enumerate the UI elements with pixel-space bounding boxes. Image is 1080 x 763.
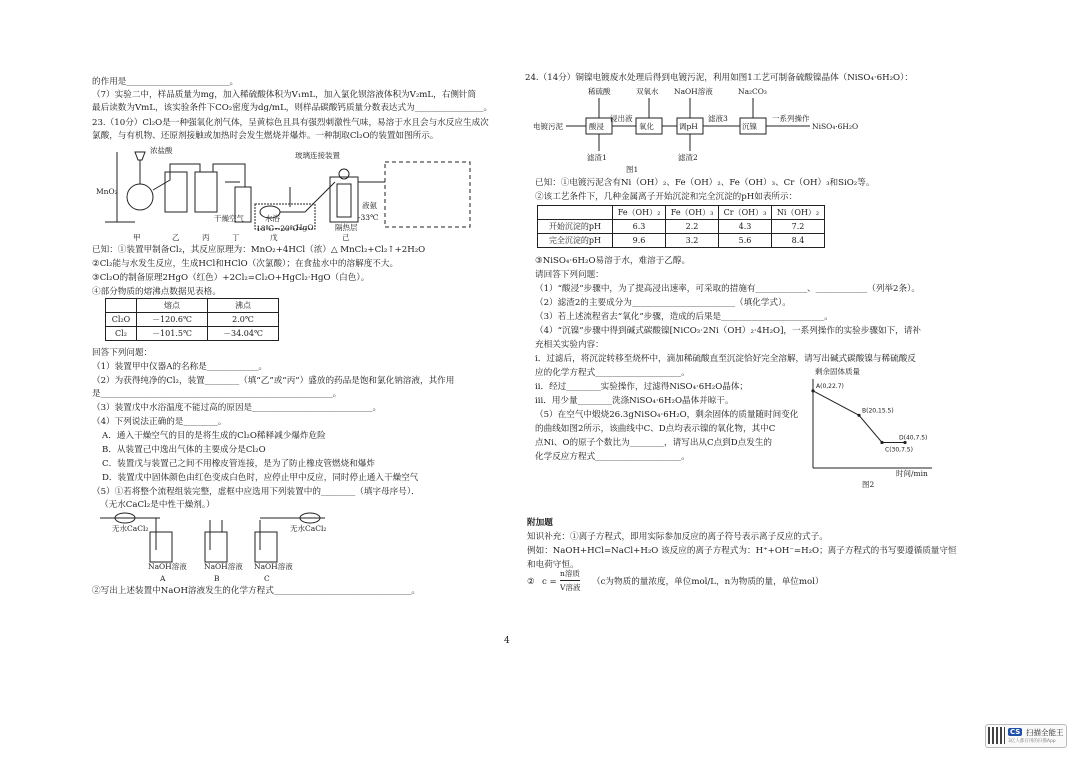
fig2-xlabel: 时间/min xyxy=(896,469,928,478)
table-row xyxy=(106,313,279,327)
fig2-point xyxy=(857,414,860,417)
flow-start: 电镀污泥 xyxy=(533,122,563,131)
flow-end: NiSO₄·6H₂O xyxy=(812,122,859,131)
option-a: A．通入干燥空气的目的是将生成的Cl₂O稀释减少爆炸危险 xyxy=(102,431,326,441)
table-cell: Ni（OH）₂ xyxy=(772,206,825,220)
qr-code-icon xyxy=(988,727,1005,744)
fig2-point-label: B(20,15.5) xyxy=(862,407,894,415)
question-note: （无水CaCl₂是中性干燥剂。） xyxy=(100,500,215,510)
table-cell: Cr（OH）₃ xyxy=(719,206,772,220)
question-part: （4）下列说法正确的是________。 xyxy=(92,417,227,427)
table-cell: －101.5℃ xyxy=(137,327,208,341)
label-a: A xyxy=(160,574,166,583)
table-cell: 5.6 xyxy=(719,234,772,248)
label-naoh-c: NaOH溶液 xyxy=(254,562,293,571)
table-cell: 2.0℃ xyxy=(208,313,279,327)
badge-title: 扫描全能王 xyxy=(1026,728,1064,737)
question-24-title: 24.（14分）铜镍电镀废水处理后得到电镀污泥，利用如图1工艺可制备硫酸镍晶体（NiSO₄·6H₂O）： xyxy=(525,73,913,83)
flow-box: 调pH xyxy=(679,122,698,131)
melting-point-table xyxy=(105,298,279,341)
question-part: 点Ni、O的原子个数比为________，请写出从C点到D点发生的 xyxy=(535,438,773,448)
fig2-point xyxy=(811,389,814,392)
known-4: ④部分物质的熔沸点数据见表格。 xyxy=(92,287,221,297)
table-cell: 7.2 xyxy=(772,220,825,234)
table-cell: Fe（OH）₃ xyxy=(666,206,719,220)
question-23-title: 23.（10分）Cl₂O是一种强氧化剂气体，呈黄棕色且具有强烈刺激性气味，易溶于水且会与水反应生成次 xyxy=(92,118,489,128)
figure-caption: 图1 xyxy=(626,165,639,174)
text-line: 最后读数为VmL，该实验条件下CO₂密度为dg/mL，则样品碳酸钙质量分数表达式为________________。 xyxy=(92,103,493,113)
figure-caption: 图2 xyxy=(862,480,875,489)
formula-numerator: n溶质 xyxy=(560,568,580,581)
label-bing: 丙 xyxy=(202,233,210,242)
label-yi: 乙 xyxy=(172,233,180,242)
question-part: （3）若上述流程省去“氧化”步骤，造成的后果是________________________。 xyxy=(535,312,833,322)
page-number: 4 xyxy=(504,636,510,646)
table-cell xyxy=(538,206,613,220)
formula-denominator: V溶液 xyxy=(560,583,581,592)
flow-reagent: 稀硫酸 xyxy=(588,87,611,96)
question-part: 应的化学方程式____________________。 xyxy=(535,368,690,378)
question-part: （3）装置戊中水浴温度不能过高的原因是____________________________。 xyxy=(92,403,382,413)
label-isolate: 隔热层 xyxy=(335,223,358,232)
table-cell: －34.04℃ xyxy=(208,327,279,341)
scanner-badge xyxy=(985,724,1067,748)
question-part: （4）“沉镍”步骤中得到碱式碳酸镍[NiCO₃·2Ni（OH）₂·4H₂O]，一系列操作的实验步骤如下，请补 xyxy=(535,326,921,336)
cs-logo: CS xyxy=(1010,728,1021,736)
table-cell: 6.3 xyxy=(613,220,666,234)
table-row xyxy=(538,220,825,234)
fig2-point-label: D(40,7.5) xyxy=(899,434,928,442)
label-naoh-b: NaOH溶液 xyxy=(204,562,243,571)
label-jia: 甲 xyxy=(133,233,141,242)
label-ding: 丁 xyxy=(232,233,240,242)
label-water-bath: 水浴 xyxy=(265,214,280,223)
label-b: B xyxy=(214,574,220,583)
table-cell: 3.2 xyxy=(666,234,719,248)
table-cell: 开始沉淀的pH xyxy=(538,220,613,234)
extra-line: 和电荷守恒。 xyxy=(527,560,579,570)
label-liquid-ammonia: 液氨 xyxy=(362,201,377,210)
text-line: 氯酸，与有机物、还原剂接触或加热时会发生燃烧并爆炸。一种制取Cl₂O的装置如图所示。 xyxy=(92,131,439,141)
flow-reagent: 双氧水 xyxy=(636,87,659,96)
label-cold: -33℃ xyxy=(358,213,379,222)
known-3: ③Cl₂O的制备原理2HgO（红色）+2Cl₂=Cl₂O+HgCl₂·HgO（白色）。 xyxy=(92,273,370,283)
table-cell: Fe（OH）₂ xyxy=(613,206,666,220)
flow-box: 沉镍 xyxy=(742,122,757,131)
text-line: （7）实验二中，样品质量为mg，加入稀硫酸体积为V₁mL，加入氯化钡溶液体积为V₂mL，右侧针筒 xyxy=(92,90,477,100)
flow-residue: 滤渣2 xyxy=(678,153,698,162)
label-naoh-a: NaOH溶液 xyxy=(148,562,187,571)
flow-box: 酸浸 xyxy=(589,122,604,131)
table-row xyxy=(106,327,279,341)
fig2-point-label: C(30,7.5) xyxy=(885,446,913,454)
table-cell: 完全沉淀的pH xyxy=(538,234,613,248)
label-cacl2-a: 无水CaCl₂ xyxy=(112,524,149,533)
question-part: ②写出上述装置中NaOH溶液发生的化学方程式________________________________。 xyxy=(92,586,420,596)
label-hgo: HgO xyxy=(296,223,314,232)
flow-box: 氧化 xyxy=(639,122,654,131)
extra-line: 知识补充：①离子方程式，即用实际参加反应的离子符号表示离子反应的式子。 xyxy=(527,532,828,542)
option-c: C．装置戊与装置己之间不用橡皮管连接，是为了防止橡皮管燃烧和爆炸 xyxy=(102,459,375,469)
known-3: ③NiSO₄·6H₂O易溶于水，难溶于乙醇。 xyxy=(535,256,691,266)
question-part: （1）“酸浸”步骤中，为了提高浸出速率，可采取的措施有____________、____________（列举2条）。 xyxy=(535,284,920,294)
table-cell: 2.2 xyxy=(666,220,719,234)
table-row xyxy=(538,206,825,220)
known-2: ②Cl₂能与水发生反应，生成HCl和HClO（次氯酸）；在食盐水中的溶解度不大。 xyxy=(92,259,399,269)
label-mno2: MnO₂ xyxy=(96,187,118,196)
answer-heading: 请回答下列问题： xyxy=(535,270,604,280)
label-ji: 己 xyxy=(342,233,350,242)
question-part: 是______________________________________________________。 xyxy=(92,389,342,399)
known-2: ②该工艺条件下，几种金属离子开始沉淀和完全沉淀的pH如表所示： xyxy=(535,192,798,202)
answer-heading: 回答下列问题： xyxy=(92,348,153,358)
fig2-ylabel: 剩余固体质量 xyxy=(815,367,860,376)
question-part: （2）滤渣2的主要成分为________________________（填化学式）。 xyxy=(535,298,791,308)
label-conc-hcl: 浓盐酸 xyxy=(150,146,173,155)
table-row xyxy=(538,234,825,248)
text-line: 的作用是________________________。 xyxy=(92,77,239,87)
question-part: 充相关实验内容： xyxy=(535,340,604,350)
question-part: ii．经过________实验操作，过滤得NiSO₄·6H₂O晶体； xyxy=(535,382,749,392)
table-cell xyxy=(106,299,137,313)
question-part: i．过滤后，将沉淀转移至烧杯中，滴加稀硫酸直至沉淀恰好完全溶解，请写出碱式碳酸镍与稀硫酸反 xyxy=(535,354,916,364)
known-1: 已知：①电镀污泥含有Ni（OH）₂、Fe（OH）₂、Fe（OH）₃、Cr（OH）₃和SiO₂等。 xyxy=(535,178,875,188)
label-dry-air: 干燥空气 xyxy=(214,214,244,223)
table-cell: Cl₂O xyxy=(106,313,137,327)
badge-subtitle: 3亿人都在用的扫描App xyxy=(1008,739,1056,744)
extra-line: 例如：NaOH+HCl=NaCl+H₂O 该反应的离子方程式为：H⁺+OH⁻=H₂O；离子方程式的书写要遵循质量守恒 xyxy=(527,546,957,556)
extra-title: 附加题 xyxy=(527,518,553,528)
flow-arrow-label: 滤液3 xyxy=(708,114,728,123)
table-cell: 9.6 xyxy=(613,234,666,248)
flow-arrow-label: 一系列操作 xyxy=(772,114,810,123)
question-part: （5）在空气中煅烧26.3gNiSO₄·6H₂O，剩余固体的质量随时间变化 xyxy=(535,410,799,420)
ph-table xyxy=(537,205,825,248)
table-cell: 4.3 xyxy=(719,220,772,234)
formula-c: c = xyxy=(542,577,557,587)
label-temp: 18℃~20℃ xyxy=(256,224,299,233)
table-cell: 沸点 xyxy=(208,299,279,313)
fig2-point xyxy=(880,441,883,444)
question-part: （5）①若将整个流程组装完整，虚框中应选用下列装置中的________（填字母序号）． xyxy=(92,487,420,497)
label-c: C xyxy=(264,574,270,583)
label-rubber: 玻璃连接装置 xyxy=(295,151,340,160)
fig2-chart xyxy=(805,376,935,476)
table-cell: Cl₂ xyxy=(106,327,137,341)
question-part: 化学反应方程式____________________。 xyxy=(535,452,690,462)
flow-reagent: Na₂CO₃ xyxy=(738,87,767,96)
table-row xyxy=(106,299,279,313)
flow-reagent: NaOH溶液 xyxy=(674,87,713,96)
label-cacl2-c: 无水CaCl₂ xyxy=(290,524,327,533)
label-wu: 戊 xyxy=(270,233,278,242)
fig2-point-label: A(0,22.7) xyxy=(816,382,844,390)
formula-note: （c为物质的量浓度，单位mol/L，n为物质的量，单位mol） xyxy=(592,577,824,587)
formula-number: ② xyxy=(527,577,535,587)
table-cell: 熔点 xyxy=(137,299,208,313)
question-part: （1）装置甲中仪器A的名称是____________。 xyxy=(92,362,267,372)
question-part: （2）为获得纯净的Cl₂，装置________（填“乙”或“丙”）盛放的药品是饱和氯化钠溶液，其作用 xyxy=(92,376,455,386)
question-part: 的曲线如图2所示，该曲线中C、D点均表示镍的氧化物，其中C xyxy=(535,424,776,434)
question-part: iii．用少量________洗涤NiSO₄·6H₂O晶体并晾干。 xyxy=(535,396,734,406)
flow-arrow-label: 浸出液 xyxy=(610,114,633,123)
flow-residue: 滤渣1 xyxy=(587,153,607,162)
known-1: 已知：①装置甲制备Cl₂，其反应原理为：MnO₂+4HCl（浓）△ MnCl₂+Cl₂↑+2H₂O xyxy=(92,245,426,255)
option-d: D．装置戊中固体颜色由红色变成白色时，应停止甲中反应，同时停止通入干燥空气 xyxy=(102,473,419,483)
option-b: B．从装置己中逸出气体的主要成分是Cl₂O xyxy=(102,445,266,455)
table-cell: －120.6℃ xyxy=(137,313,208,327)
table-cell: 8.4 xyxy=(772,234,825,248)
